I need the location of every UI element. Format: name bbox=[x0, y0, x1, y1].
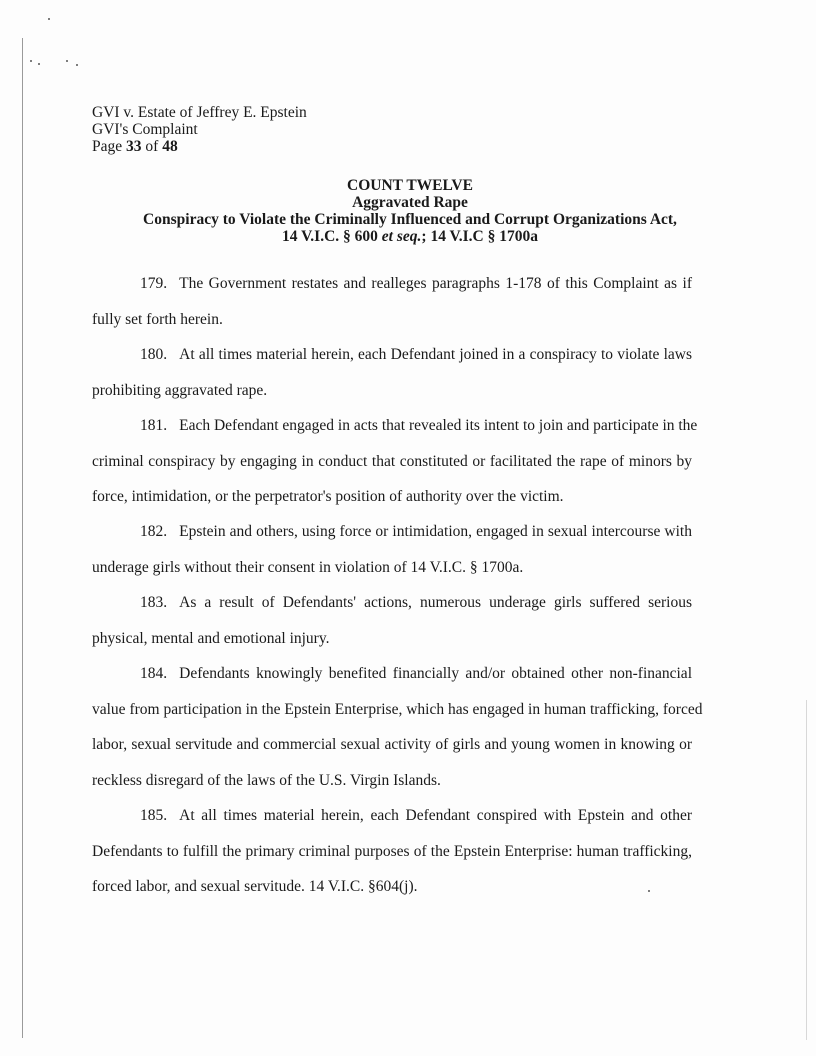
count-number: COUNT TWELVE bbox=[347, 177, 473, 194]
paragraph-180: 180. At all times material herein, each Defendant joined in a conspiracy to violate laws prohibiting aggravated rape. bbox=[92, 346, 692, 399]
paragraph-number: 181. bbox=[140, 417, 168, 434]
count-subtitle: Aggravated Rape bbox=[352, 194, 468, 211]
page-right-edge bbox=[806, 700, 807, 1040]
paragraph-185: 185. At all times material herein, each Defendant conspired with Epstein and other Defendants to fulfill the primary criminal purposes of the Epstein Enterprise: human trafficking, forced labor, and sexual servitude. 14 V.I.C. §604(j). bbox=[92, 807, 692, 895]
paragraph-183: 183. As a result of Defendants' actions, numerous underage girls suffered serious physical, mental and emotional injury. bbox=[92, 594, 692, 647]
count-heading bbox=[60, 177, 760, 245]
page-current: 33 bbox=[126, 138, 142, 155]
paragraph-number: 185. bbox=[140, 807, 168, 824]
page-total: 48 bbox=[162, 138, 178, 155]
case-header bbox=[92, 104, 307, 155]
paragraph-number: 180. bbox=[140, 346, 168, 363]
paragraph-number: 179. bbox=[140, 275, 168, 292]
document-name: GVI's Complaint bbox=[92, 121, 198, 138]
page-indicator: Page 33 of 48 bbox=[92, 138, 178, 155]
scan-speck bbox=[38, 63, 40, 65]
paragraph-number: 183. bbox=[140, 594, 168, 611]
paragraph-179: 179. The Government restates and realleges paragraphs 1-178 of this Complaint as if fully set forth herein. bbox=[92, 275, 692, 328]
paragraph-181: 181. Each Defendant engaged in acts that revealed its intent to join and participate in the criminal conspiracy by engaging in conduct that constituted or facilitated the rape of minors by force, intimidation, or the perpetrator's position of authority over the victim. bbox=[92, 417, 698, 505]
count-statute-line: Conspiracy to Violate the Criminally Influenced and Corrupt Organizations Act, bbox=[143, 211, 677, 228]
paragraph-number: 182. bbox=[140, 523, 168, 540]
page-left-edge bbox=[22, 38, 23, 1038]
scan-speck bbox=[30, 60, 32, 62]
case-caption: GVI v. Estate of Jeffrey E. Epstein bbox=[92, 104, 307, 121]
paragraph-184: 184. Defendants knowingly benefited financially and/or obtained other non-financial value from participation in the Epstein Enterprise, which has engaged in human trafficking, forced labor, sexual servitude and commercial sexual activity of girls and young women in knowing or reckless disregard of the laws of the U.S. Virgin Islands. bbox=[92, 665, 703, 789]
paragraph-182: 182. Epstein and others, using force or intimidation, engaged in sexual intercourse with underage girls without their consent in violation of 14 V.I.C. § 1700a. bbox=[92, 523, 692, 576]
scan-speck bbox=[76, 64, 78, 66]
scan-speck bbox=[66, 60, 68, 62]
paragraph-number: 184. bbox=[140, 665, 168, 682]
scan-speck bbox=[48, 18, 50, 20]
count-statute-citation: 14 V.I.C. § 600 et seq.; 14 V.I.C § 1700a bbox=[282, 228, 538, 245]
